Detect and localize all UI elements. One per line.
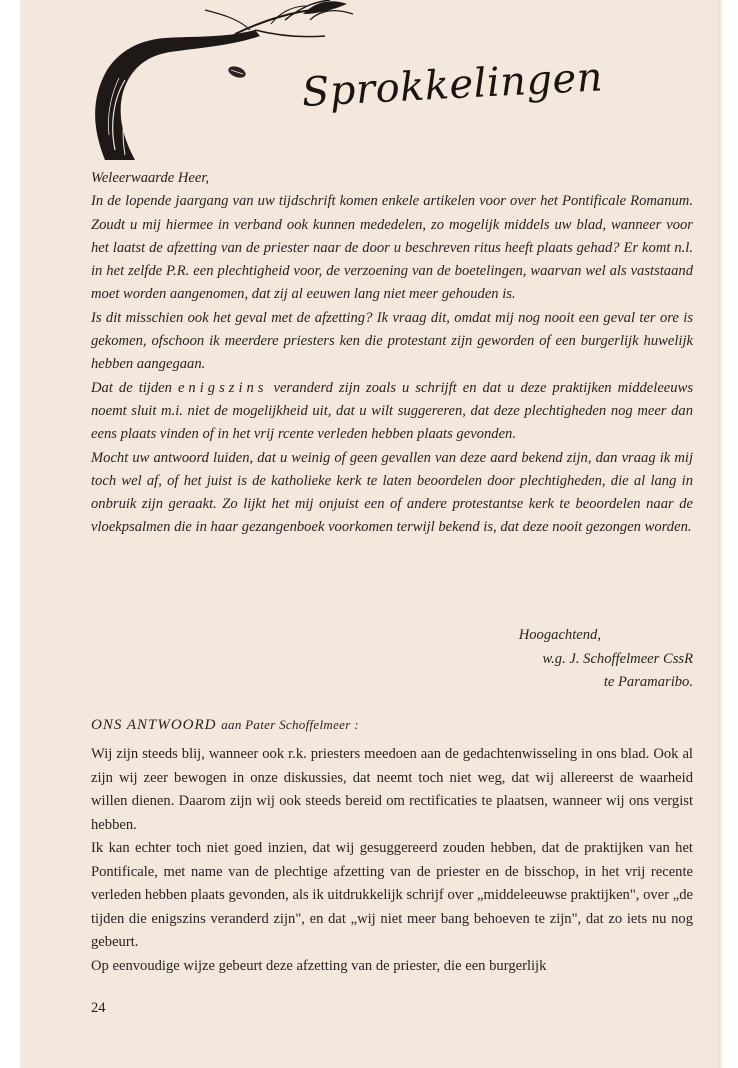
answer-heading xyxy=(91,717,359,734)
letter-paragraph-text: Is dit misschien ook het geval met de afzetting? Ik vraag dit, omdat mij nog nooit een geval ter ore is gekomen, ofschoon ik meerdere priesters ken die protestant zijn geworden of een burgerlijk huwelijk hebben aangegaan. xyxy=(91,309,693,373)
closing-greeting: Hoogachtend, xyxy=(518,627,601,643)
letter-paragraph-text: Mocht uw antwoord luiden, dat u weinig of geen gevallen van deze aard bekend zijn, dan vraag ik mij toch wel af, of het juist is de katholieke kerk te laten beoordelen door plechtigheden, die al lang in onbruik zijn geraakt. Zo lijkt het mij onjuist een of andere protestantse kerk te beoordelen naar de vloekpsalmen die in haar gezangenboek voorkomen terwijl bekend is, dat deze nooit gezongen worden. xyxy=(91,449,693,536)
answer-paragraph: Ik kan echter toch niet goed inzien, dat wij gesuggereerd zouden hebben, dat de praktijken van het Pontificale, met name van de plechtige afzetting van de priester en de bisschop, in het vrij recente verleden hebben plaats gevonden, als ik uitdrukkelijk schrijf over „middeleeuwse praktijken", over „de tijden die enigszins veranderd zijn", en dat „wij niet meer bang behoeven te zijn", dat zo iets nu nog gebeurt. xyxy=(91,840,693,950)
letter-salutation: Weleerwaarde Heer, xyxy=(91,170,210,186)
letter-paragraph xyxy=(91,307,693,377)
letter-paragraph xyxy=(91,447,693,540)
page-edge xyxy=(718,0,738,1068)
page-number: 24 xyxy=(91,1000,106,1016)
letter-paragraph-text: In de lopende jaargang van uw tijdschrift komen enkele artikelen voor over het Pontificale Romanum. Zoudt u mij hiermee in verband ook kunnen mededelen, zo mogelijk middels uw blad, wanneer voor het laatst de afzetting van de priester naar de door u beschreven ritus heeft plaats gehad? Er komt n.l. in het zelfde P.R. een plechtigheid voor, de verzoening van de boetelingen, waarvan wel als vaststaand moet worden aangenomen, dat zij al eeuwen lang niet meer gehouden is. xyxy=(91,193,693,303)
page-title: Sprokkelingen xyxy=(300,54,605,116)
closing-place: te Paramaribo. xyxy=(603,674,693,690)
letter-paragraph-text: Dat de tijden xyxy=(91,379,178,396)
answer-heading-sub: aan Pater Schoffelmeer : xyxy=(221,717,359,732)
letter-paragraph-text: veranderd zijn zoals u schrijft en dat u deze praktijken middeleeuws noemt sluit m.i. niet de mogelijkheid uit, dat u wilt suggereren, dat deze plechtigheden nog meer dan eens plaats vinden of in het vrij rcente verleden hebben plaats gevonden. xyxy=(91,379,693,443)
letter-paragraph xyxy=(91,190,693,306)
letter-emphasis-spaced: enigszins xyxy=(177,379,268,396)
letter-body xyxy=(91,167,693,540)
letter-closing xyxy=(519,624,693,695)
answer-paragraph: Wij zijn steeds blij, wanneer ook r.k. priesters meedoen aan de gedachtenwisseling in ons blad. Ook al zijn wij zeer bewogen in onze diskussies, dat neemt toch niet weg, dat wij allereerst de waarheid willen dienen. Daarom zijn wij ook steeds bereid om rectificaties te plaatsen, wanneer wij ons vergist hebben. xyxy=(91,746,693,833)
letter-paragraph xyxy=(91,377,693,447)
answer-paragraph: Op eenvoudige wijze gebeurt deze afzetting van de priester, die een burgerlijk xyxy=(91,957,547,974)
answer-heading-main: ONS ANTWOORD xyxy=(91,717,217,733)
closing-signature: w.g. J. Schoffelmeer CssR xyxy=(542,650,693,667)
answer-body xyxy=(91,743,693,978)
